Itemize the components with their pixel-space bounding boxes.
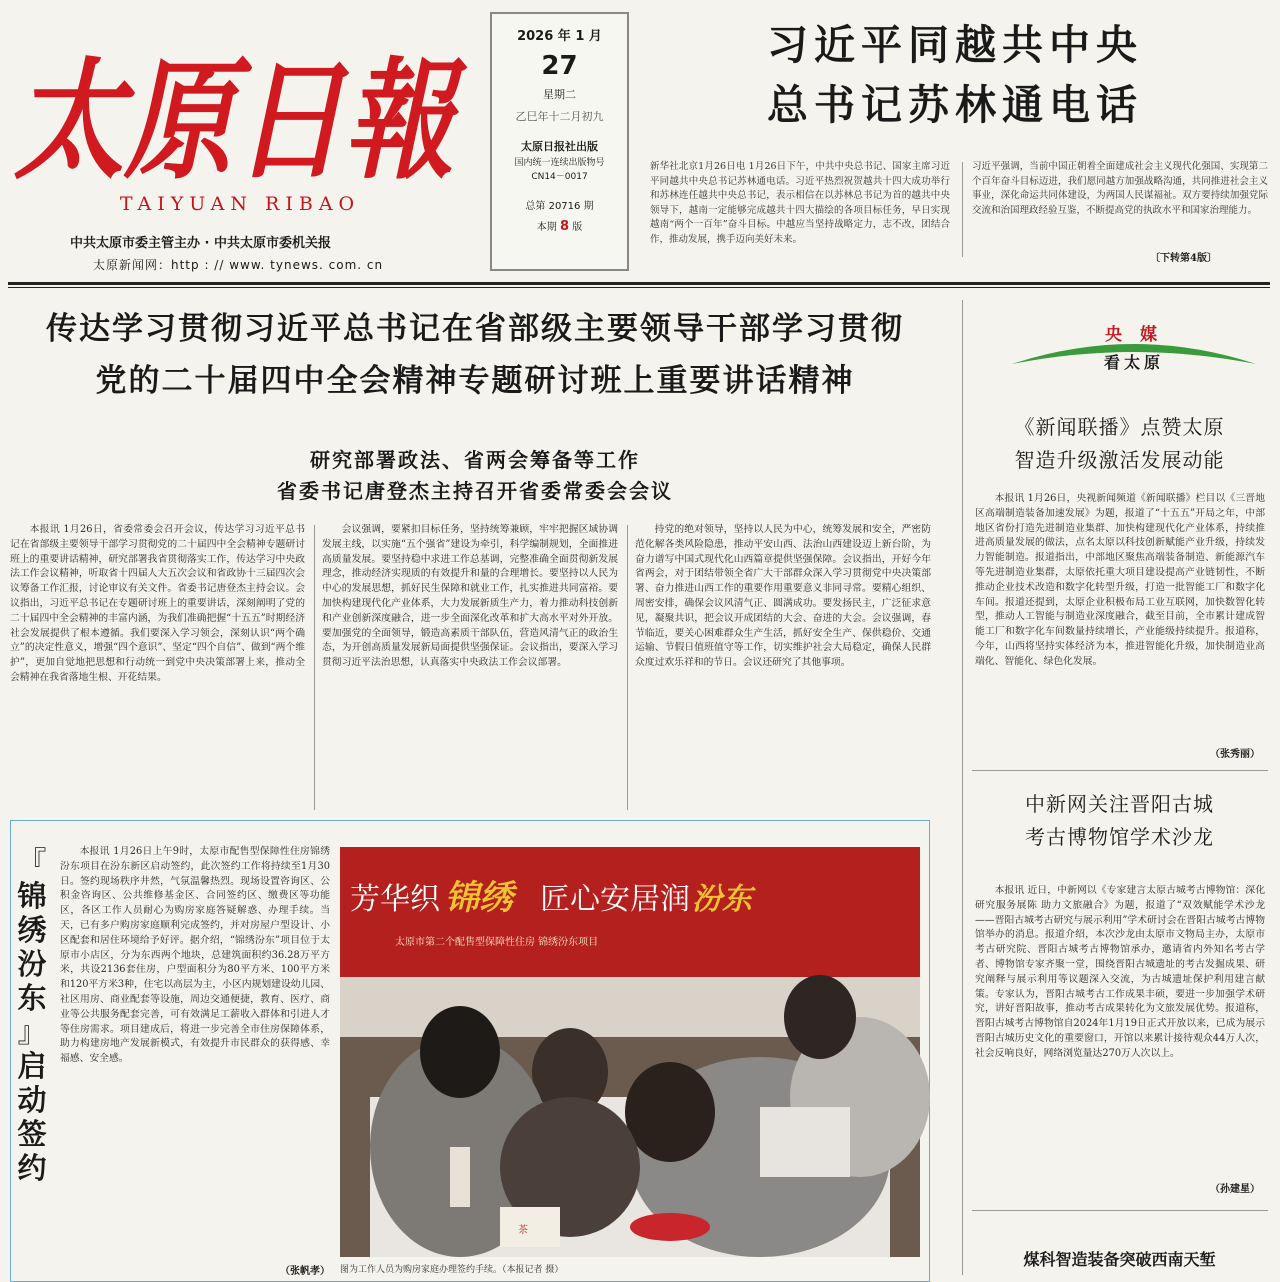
lead-headline[interactable]: 传达学习贯彻习近平总书记在省部级主要领导干部学习贯彻 党的二十届四中全会精神专题研讨班上重要讲话精神 [46, 311, 904, 399]
signing-event-photo [340, 847, 920, 1257]
feature-vertical-title[interactable]: 『 锦 绣 汾 东 』 启 动 签 约 [17, 845, 47, 1185]
masthead-rule [8, 282, 1270, 285]
masthead-rule-thin [8, 287, 1270, 288]
newspaper-logo [14, 6, 468, 197]
feature-body: 本报讯 1月26日上午9时，太原市配售型保障性住房锦绣汾东项目在汾东新区启动签约，此次签约工作将持续至1月30日。签约现场秩序井然，气氛温馨热烈。现场设置咨询区、公积金咨询区、公共维修基金区、合同签约区、缴费区等功能区，各区工作人员耐心为购房家庭答疑解惑、办理手续。当天，已有多户购房家庭顺利完成签约，并对房屋户型设计、小区配套和居住环境给予好评。据介绍，“锦绣汾东”项目位于太原市小店区，分为东西两个地块，总建筑面积约36.28万平方米，共设2136套住房，户型面积分为80平方米、100平方米和120平方米3种，住宅以高层为主，小区内规划建设幼儿园、社区用房、商业配套等设施，周边交通便捷，教育、医疗、商业等公共服务配套完善，可有效满足工薪收入群体和引进人才等住房需求。项目建成后，将进一步完善全市住房保障体系，助力构建房地产发展新模式，有效提升市民群众的获得感、幸福感、安全感。 [60, 846, 330, 1065]
section-rule [972, 1210, 1268, 1211]
lead-subheadline: 研究部署政法、省两会筹备等工作 省委书记唐登杰主持召开省委常委会会议 [277, 448, 673, 503]
lead-column-1: 本报讯 1月26日，省委常委会召开会议，传达学习习近平总书记在省部级主要领导干部学习贯彻党的二十届四中全会精神专题研讨班上的重要讲话精神，研究部署我省贯彻落实工作，传达学习中央政法工作会议精神，听取省十四届人大五次会议和省政协十三届四次会议筹备工作汇报，讨论审议有关文件。省委书记唐登杰主持会议。会议指出，习近平总书记在专题研讨班上的重要讲话，深刻阐明了党的二十届四中全会精神的丰富内涵，为我们准确把握“十五五”时期经济社会发展提供了根本遵循。我们要深入学习领会，深刻认识“两个确立”的决定性意义，增强“四个意识”、坚定“四个自信”、做到“两个维护”，更加自觉地把思想和行动统一到党中央决策部署上来，推动全会精神在我省落地生根、开花结果。 [10, 524, 305, 683]
svg-text:汾东: 汾东 [692, 882, 752, 917]
lead-column-2: 会议强调，要紧扣目标任务，坚持统筹兼顾，牢牢把握区域协调发展主线，以实施“五个强省”建设为牵引，科学编制规划，全面推进高质量发展。要坚持稳中求进工作总基调，完整准确全面贯彻新发展理念，推动经济实现质的有效提升和量的合理增长。要坚持以人民为中心的发展思想，抓好民生保障和就业工作，扎实推进共同富裕。要加快构建现代化产业体系，大力发展新质生产力，着力推动科技创新和产业创新深度融合，进一步全面深化改革和扩大高水平对外开放。要加强党的全面领导，锻造高素质干部队伍，营造风清气正的政治生态，为开创高质量发展新局面提供坚强保证。会议指出，要深入学习贯彻习近平法治思想，认真落实中央政法工作会议部署。 [322, 524, 618, 669]
media-story-2-headline[interactable]: 中新网关注晋阳古城 考古博物馆学术沙龙 [1025, 792, 1214, 849]
publisher: 太原日报社出版 [521, 140, 598, 154]
media-story-1-body: 本报讯 1月26日，央视新闻频道《新闻联播》栏目以《三晋地区高端制造装备加速发展》为题，报道了“十五五”开局之年，中部地区省份打造先进制造业集群、加快构建现代化产业体系，持续推进高质量发展的做法，点名太原以科技创新赋能产业升级，持续发力智能制造。报道指出，中部地区聚焦高端装备制造、新能源汽车等先进制造业集群，太原依托重大项目建设提高产业链韧性，不断推动企业技术改造和数字化转型升级，打造一批智能工厂和数字化车间。报道还提到，太原企业积极布局工业互联网，加快数智化转型，推动人工智能与制造业深度融合，截至目前，全市累计建成智能工厂和数字化车间数量持续增长，产业能级持续提升。报道称，今年，山西将坚持实体经济为本，推进智能化升级，加快制造业高端化、智能化、绿色化发展。 [975, 493, 1265, 667]
logo-pinyin: TAIYUAN RIBAO [119, 193, 361, 215]
column-divider [314, 525, 315, 810]
cn-label: 国内统一连续出版物号 [514, 158, 605, 169]
svg-text:匠心安居润: 匠心安居润 [540, 882, 690, 917]
photo-caption: 图为工作人员为购房家庭办理签约手续。（本报记者 摄） [340, 1265, 564, 1275]
media-tag-bottom: 看太原 [1103, 353, 1164, 372]
svg-text:茶: 茶 [518, 1225, 528, 1236]
right-column-divider [962, 300, 963, 1275]
top-story-body-left: 新华社北京1月26日电 1月26日下午，中共中央总书记、国家主席习近平同越共中央总书记苏林通电话。习近平热烈祝贺越共十四大成功举行和苏林连任越共中央总书记，表示相信在以苏林总书记为首的越共中央领导下，越南一定能够完成越共十四大描绘的各项目标任务，早日实现越南“两个一百年”奋斗目标。中越应当坚持战略定力，志不改，团结合作，推动发展，携手迈向美好未来。 [650, 161, 950, 245]
total-issue: 总第 20716 期 [525, 200, 594, 212]
page-count: 本期 8 版 [536, 218, 583, 234]
svg-text:锦绣: 锦绣 [445, 878, 513, 918]
media-tag-top: 央 媒 [1105, 325, 1163, 345]
column-divider [962, 162, 963, 257]
organization-line: 中共太原市委主管主办 · 中共太原市委机关报 [70, 236, 331, 251]
website-line: 太原新闻网：http : // www. tynews. com. cn [93, 258, 384, 272]
svg-text:芳华织: 芳华织 [350, 882, 440, 917]
cn-number: CN14－0017 [531, 172, 588, 183]
date-box [490, 12, 629, 271]
lunar-date: 乙巳年十二月初九 [515, 109, 604, 123]
media-story-2-byline: （孙建星） [1210, 1184, 1260, 1195]
top-story-body-right: 习近平强调，当前中国正朝着全面建成社会主义现代化强国、实现第二个百年奋斗目标迈进，我们愿同越方加强战略沟通，共同推进社会主义事业，深化命运共同体建设，为两国人民谋福祉。双方要持续加强党际交流和治国理政经验互鉴，不断提高党的执政水平和国家治理能力。 [972, 161, 1268, 216]
column-divider [627, 525, 628, 810]
media-story-1-headline[interactable]: 《新闻联播》点赞太原 智造升级激活发展动能 [1014, 415, 1225, 472]
svg-text:太原市第二个配售型保障性住房 锦绣汾东项目: 太原市第二个配售型保障性住房 锦绣汾东项目 [395, 937, 599, 948]
feature-byline: （张帆孝） [280, 1266, 330, 1277]
date-year-month: 2026 年 1 月 [517, 29, 602, 44]
section-rule [972, 770, 1268, 771]
weekday: 星期二 [543, 87, 576, 101]
continued-note[interactable]: 〔下转第4版〕 [1150, 253, 1217, 264]
media-story-3-headline[interactable]: 煤科智造装备突破西南天堑 [1023, 1250, 1216, 1269]
top-story-headline[interactable]: 习近平同越共中央 总书记苏林通电话 [767, 21, 1143, 129]
lead-column-3: 持党的绝对领导，坚持以人民为中心，统筹发展和安全，严密防范化解各类风险隐患，推动平安山西、法治山西建设迈上新台阶，为奋力谱写中国式现代化山西篇章提供坚强保障。会议指出，开好今年省两会，对于团结带领全省广大干部群众深入学习贯彻党中央决策部署、奋力推进山西工作的重要作用重要意义非同寻常。要精心组织、周密安排，确保会议风清气正、圆满成功。要发扬民主，广泛征求意见，凝聚共识，把会议开成团结的大会、奋进的大会。会议强调，春节临近，要关心困难群众生产生活，抓好安全生产、保供稳价、交通运输、节假日值班值守等工作，切实维护社会大局稳定，确保人民群众度过欢乐祥和的节日。会议还研究了其他事项。 [635, 524, 931, 669]
svg-text:太原日報: 太原日報 [14, 44, 468, 197]
media-story-2-body: 本报讯 近日，中新网以《专家建言太原古城考古博物馆：深化研究服务展陈 助力文旅融合》为题，报道了“双效赋能学术沙龙——晋阳古城考古研究与展示利用”学术研讨会在晋阳古城考古博物馆举办的消息。报道介绍，本次沙龙由太原市文物局主办，太原市考古研究院、晋阳古城考古博物馆承办，邀请省内外知名考古学者、博物馆专家齐聚一堂，围绕晋阳古城遗址的考古发掘成果、研究阐释与展示利用等议题深入交流，为古城遗址保护利用建言献策。专家认为，晋阳古城考古工作成果丰硕，要进一步加强学术研究，讲好晋阳故事，推动考古成果转化为文旅发展优势。报道称，晋阳古城考古博物馆自2024年1月19日正式开放以来，已成为展示晋阳古城历史文化的重要窗口，开馆以来累计接待观众44万人次，社会反响良好，网络浏览量达270万人次以上。 [975, 885, 1265, 1059]
date-day: 27 [541, 51, 578, 82]
media-story-1-byline: （张秀丽） [1210, 749, 1260, 760]
